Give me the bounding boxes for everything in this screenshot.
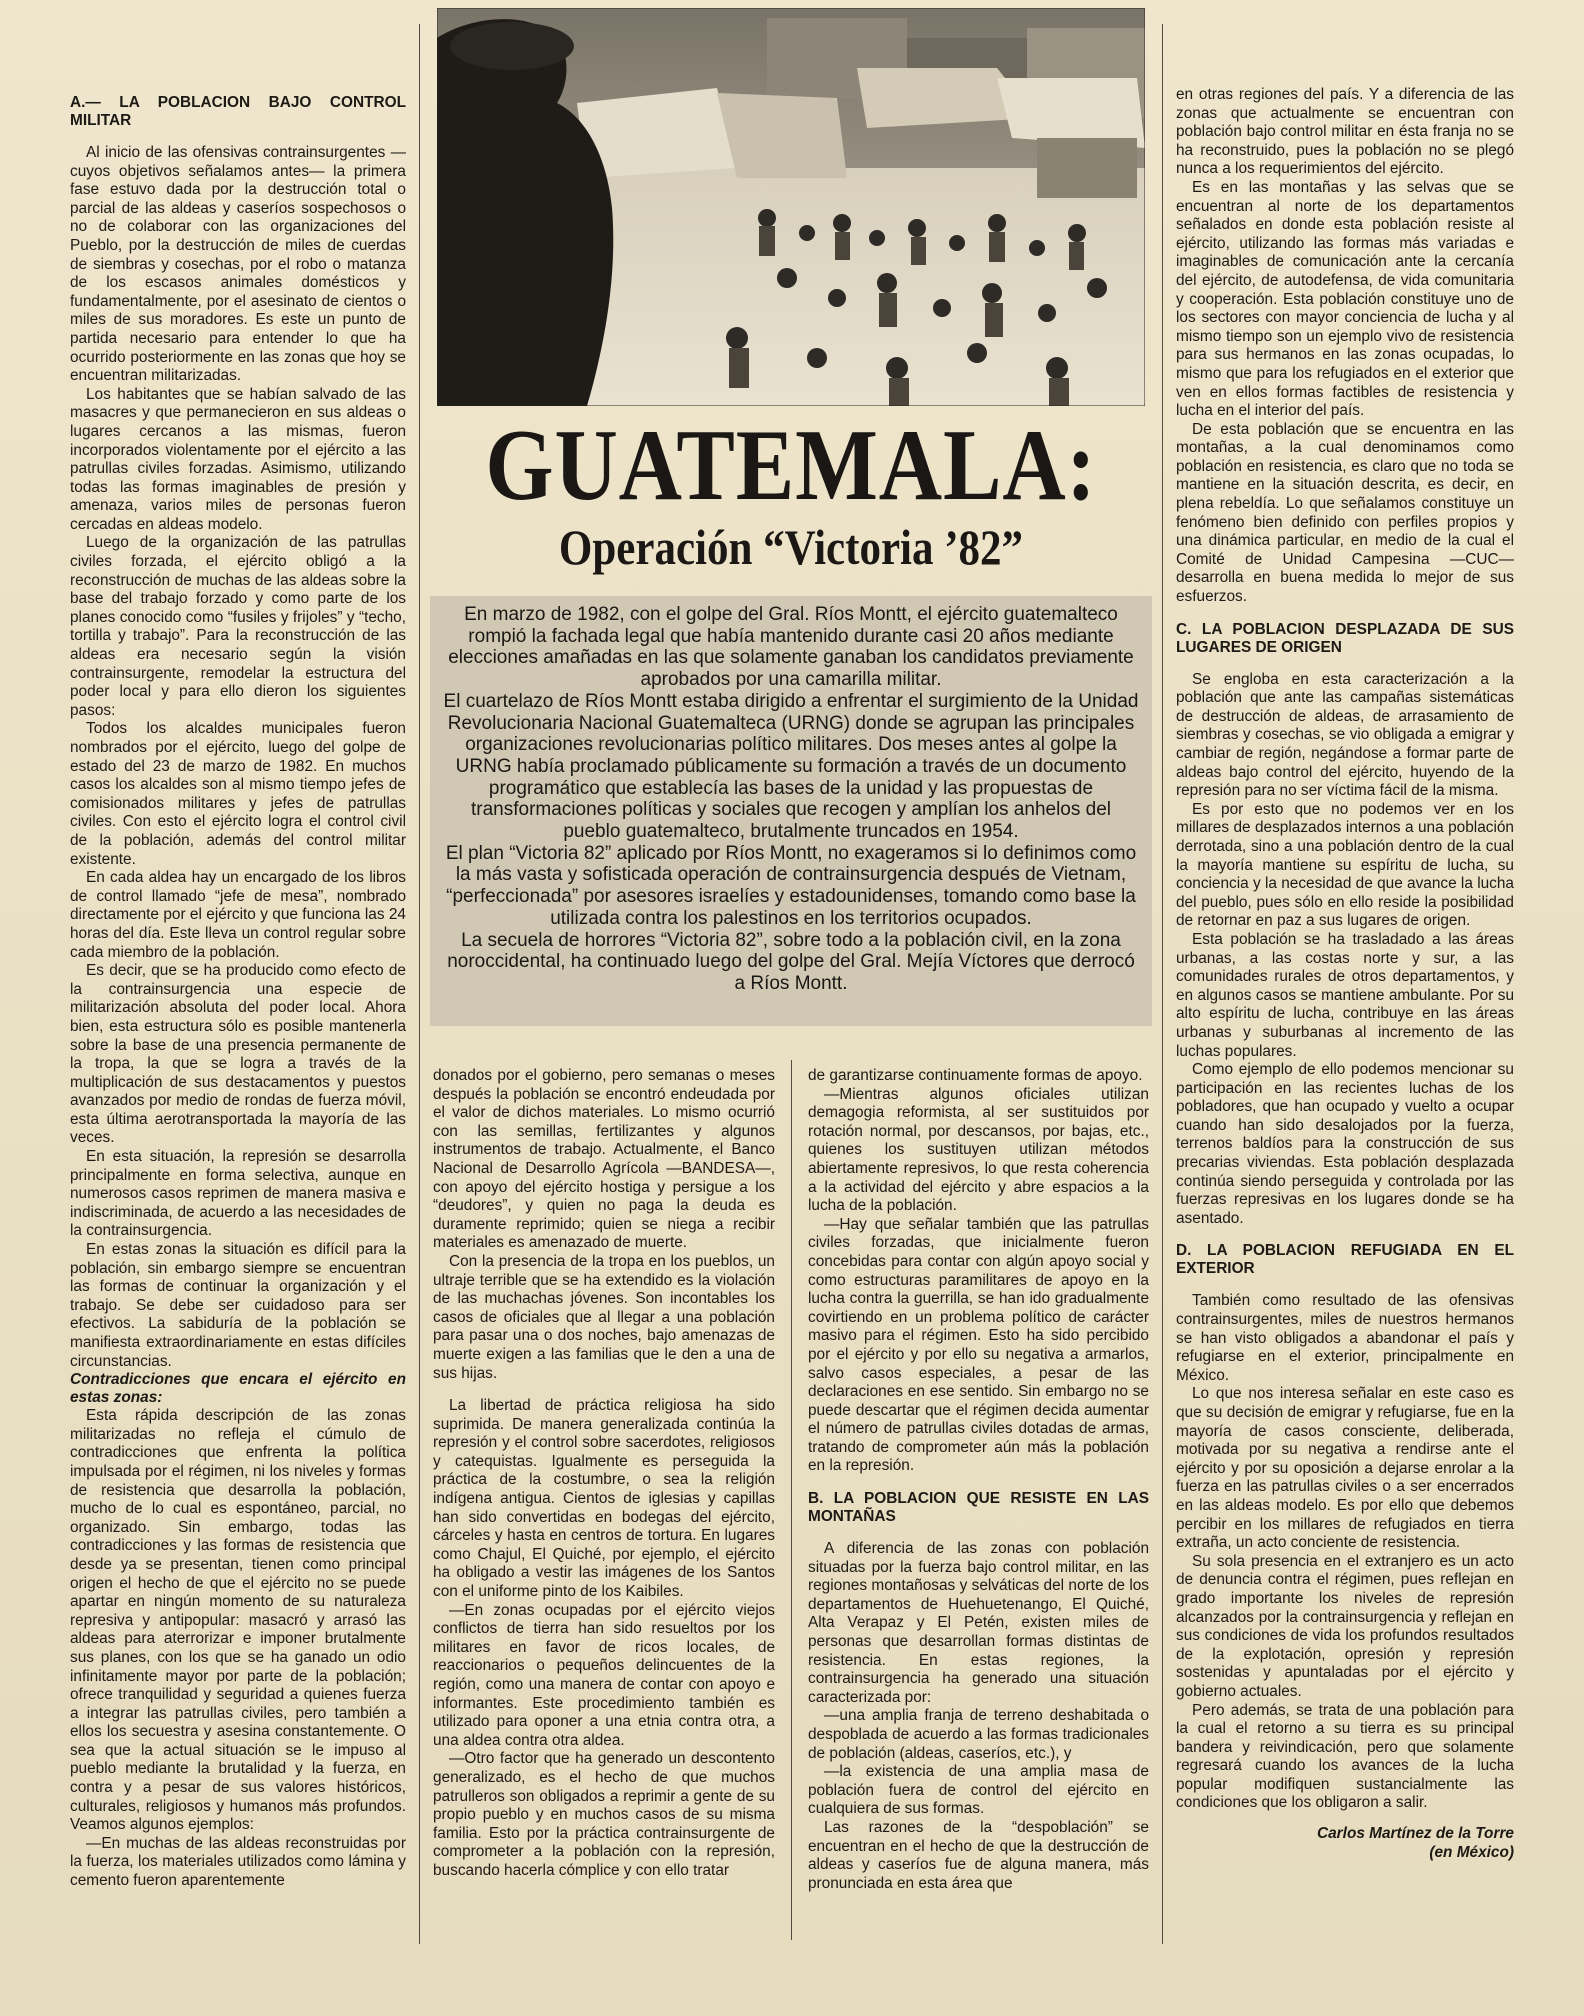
section-heading-b: B. LA POBLACION QUE RESISTE EN LAS MONTAÑAS (808, 1490, 1149, 1526)
author-location: (en México) (1429, 1843, 1514, 1861)
column-rule (791, 1060, 792, 1940)
paragraph: —Otro factor que ha generado un descontento generalizado, es el hecho de que muchos patrulleros son obligados a reprimir a gente de su propio pueblo y en muchos casos de su misma familia. Esto por la práctica contrainsurgente de comprometer a la población con la represión, buscando hacerla cómplice y con ello tratar (433, 1750, 775, 1879)
paragraph: Esta rápida descripción de las zonas militarizadas no refleja el cúmulo de contradicciones que enfrenta la política impulsada por el régimen, ni los niveles y formas de resistencia que desarrolla la población, mucho de lo cual es espontáneo, parcial, no organizado. Sin embargo, todas las contradicciones y las formas de resistencia que desde ya se presentan, tienen como principal origen el hecho de que el ejército no se puede apartar en ningún momento de su naturaleza represiva y antipopular: masacró y arrasó las aldeas para aterrorizar e imponer brutalmente sus planes, con los que se ha ganado un odio infinitamente mayor por parte de la población; ofrece tranquilidad y seguridad a quienes fuerza a integrar las patrullas civiles, pero también a ellos los secuestra y asesina constantemente. O sea que la actual situación se le impuso al pueblo mediante la brutalidad y la fuerza, en contra y a pesar de sus valores históricos, culturales, religiosos y humanos más profundos. Veamos algunos ejemplos: (70, 1407, 406, 1834)
article-column-middle-a (433, 1067, 775, 1881)
intro-paragraph: En marzo de 1982, con el golpe del Gral. Ríos Montt, el ejército guatemalteco rompió la fachada legal que había mantenido durante casi 20 años mediante elecciones amañadas en las que solamente ganaban los candidatos previamente aprobados por una camarilla militar. (448, 604, 1134, 691)
paragraph: La libertad de práctica religiosa ha sido suprimida. De manera generalizada continúa la represión y el control sobre sacerdotes, religiosos y catequistas. Igualmente es perseguida la práctica de la costumbre, o sea la religión indígena antigua. Cientos de iglesias y capillas han sido convertidas en bodegas del ejército, cárceles y hasta en centros de tortura. En lugares como Chajul, El Quiché, por ejemplo, el ejército ha obligado a vestir las imágenes de los Santos con el uniforme pinto de los Kaibiles. (433, 1397, 775, 1601)
paragraph: —En muchas de las aldeas reconstruidas por la fuerza, los materiales utilizados como lámina y cemento fueron aparentemente (70, 1834, 406, 1890)
headline-title: GUATEMALA: (485, 409, 1097, 522)
paragraph: —Hay que señalar también que las patrullas civiles forzadas, que inicialmente fueron concebidas para contar con algún apoyo social y como estructuras paramilitares de apoyo en la lucha contra la guerrilla, se han ido gradualmente covirtiendo en un problema político de carácter masivo para el régimen. Esto ha sido percibido por el ejército y por ello su negativa a armarlos, salvo casos especiales, a pesar de las declaraciones en ese sentido. Sin embargo no se puede descartar que el régimen decida aumentar el número de patrullas civiles dotadas de armas, tratando de comprometer aún más la población en la represión. (808, 1215, 1149, 1475)
author-signature (1176, 1825, 1514, 1862)
intro-paragraph: El cuartelazo de Ríos Montt estaba dirigido a enfrentar el surgimiento de la Unidad Revolucionaria Nacional Guatemalteca (URNG) donde se agrupan las principales organizaciones revolucionarias político militares. Dos meses antes al golpe la URNG había proclamado públicamente su formación a través de un documento programático que establecía las bases de la unidad y las propuestas de transformaciones políticas y sociales que recogen y amplían los anhelos del pueblo guatemalteco, brutalmente truncados en 1954. (443, 690, 1139, 843)
article-column-right (1176, 86, 1514, 1862)
intro-box (430, 596, 1152, 1026)
paragraph: En cada aldea hay un encargado de los libros de control llamado “jefe de mesa”, nombrado directamente por el ejército y que funciona las 24 horas del día. Este lleva un control regular sobre cada miembro de la población. (70, 869, 406, 961)
paragraph: Pero además, se trata de una población para la cual el retorno a su tierra es su principal bandera y reivindicación, pero que solamente regresará cuando los avances de la lucha popular modifiquen sustancialmente las condiciones que los obligaron a salir. (1176, 1701, 1514, 1812)
author-name: Carlos Martínez de la Torre (1317, 1825, 1514, 1843)
intro-paragraph: El plan “Victoria 82” aplicado por Ríos Montt, no exageramos si lo definimos como la más vasta y sofisticada operación de contrainsurgencia después de Vietnam, “perfeccionada” por asesores israelíes y estadounidenses, tomando como base la utilizada contra los palestinos en los territorios ocupados. (445, 842, 1137, 929)
paragraph: Al inicio de las ofensivas contrainsurgentes —cuyos objetivos señalamos antes— la primera fase estuvo dada por la destrucción total o parcial de las aldeas y caseríos sospechosos o no de colaborar con las organizaciones del Pueblo, por la destrucción de miles de cuerdas de siembras y cosechas, por el robo o matanza de los escasos animales domésticos y fundamentalmente, por el asesinato de cientos o miles de sus moradores. Es este un punto de partida necesario para entender lo que ha ocurrido posteriormente en las zonas que hoy se encuentran militarizadas. (70, 144, 406, 385)
column-rule (419, 24, 420, 1944)
paragraph: —Mientras algunos oficiales utilizan demagogia reformista, al ser sustituidos por rotación normal, por descansos, por bajas, etc., quienes los sustituyen utilizan métodos abiertamente represivos, lo que resta coherencia a la actividad del ejército y abre espacios a la lucha de la población. (808, 1085, 1149, 1215)
paragraph: En estas zonas la situación es difícil para la población, sin embargo siempre se encuentran las formas de continuar la organización y el trabajo. Se debe ser cuidadoso para ser efectivos. La sabiduría de la población se manifiesta extraordinariamente en estas difíciles circunstancias. (70, 1241, 406, 1370)
paragraph: Luego de la organización de las patrullas civiles forzada, el ejército obligó a la reconstrucción de muchas de las aldeas sobre la base del trabajo forzado y como parte de los planes conocido como “fusiles y frijoles” y “techo, tortilla y trabajo”. Para la reconstrucción de las aldeas era necesario según la visión contrainsurgente, remodelar la estructura del poder local y para ello dieron los siguientes pasos: (70, 534, 406, 719)
section-heading-c: C. LA POBLACION DESPLAZADA DE SUS LUGARES DE ORIGEN (1176, 620, 1514, 656)
paragraph: A diferencia de las zonas con población situadas por la fuerza bajo control militar, en las regiones montañosas y selváticas del norte de los departamentos de Huehuetenango, El Quiché, Alta Verapaz y El Petén, existen miles de personas que desarrollan formas distintas de resistencia. En estas regiones, la contrainsurgencia ha generado una situación caracterizada por: (808, 1540, 1149, 1706)
headline-block (433, 409, 1149, 576)
paragraph: Todos los alcaldes municipales fueron nombrados por el ejército, luego del golpe de estado del 23 de marzo de 1982. En muchos casos los alcaldes son al mismo tiempo jefes de comisionados militares y jefes de patrullas civiles. Con esto el ejército logra el control civil de la población, además del control militar existente. (70, 720, 406, 868)
paragraph: Las razones de la “despoblación” se encuentran en el hecho de que la destrucción de aldeas y caseríos fue de alguna manera, más pronunciada en esta área que (808, 1818, 1149, 1892)
market-photo (437, 8, 1145, 406)
paragraph: —En zonas ocupadas por el ejército viejos conflictos de tierra han sido resueltos por los militares en favor de ricos locales, de reaccionarios o pequeños delincuentes de la región, como una manera de contar con apoyo e informantes. Este procedimiento también es utilizado para oponer a una etnia contra otra, a una aldea contra otra aldea. (433, 1601, 775, 1749)
paragraph: en otras regiones del país. Y a diferencia de las zonas que actualmente se encuentran con población bajo control militar en ésta franja no se ha reconstruido, pues la población no se plegó nunca a los requerimientos del ejército. (1176, 86, 1514, 178)
paragraph: Esta población se ha trasladado a las áreas urbanas, a las costas norte y sur, a las comunidades rurales de otros departamentos, y en algunos casos se mantiene ambulante. Por su alto espíritu de lucha, contribuye en las áreas urbanas y suburbanas al incremento de las luchas populares. (1176, 930, 1514, 1060)
paragraph: —la existencia de una amplia masa de población fuera de control del ejército en cualquiera de sus formas. (808, 1763, 1149, 1818)
paragraph: Es decir, que se ha producido como efecto de la contrainsurgencia una especie de militarización absoluta del poder local. Ahora bien, esta estructura sólo es posible mantenerla sobre la base de una presencia permanente de la tropa, la que se logra a través de la multiplicación de sus destacamentos y puestos avanzados por medio de rondas de fuerza móvil, esta última aerotransportada la mayoría de las veces. (70, 962, 406, 1147)
paragraph: De esta población que se encuentra en las montañas, a la cual denominamos como población en resistencia, es claro que no toda se mantiene en la situación descrita, es decir, en plena rebeldía. Lo que señalamos constituye un fenómeno bien definido con perfiles propios y una dinámica particular, en medio de la cual el Comité de Unidad Campesina —CUC— desarrolla en buena medida lo mejor de sus esfuerzos. (1176, 420, 1514, 606)
paragraph: Como ejemplo de ello podemos mencionar su participación en las recientes luchas de los pobladores, que han ocupado y vuelto a ocupar cuando han sido desalojados por la fuerza, terrenos baldíos para la construcción de sus precarias viviendas. Esta población desplazada continúa siendo perseguida y controlada por las fuerzas represivas en los lugares donde se ha asentado. (1176, 1061, 1514, 1227)
section-heading-d: D. LA POBLACION REFUGIADA EN EL EXTERIOR (1176, 1242, 1514, 1278)
intro-paragraph: La secuela de horrores “Victoria 82”, sobre todo a la población civil, en la zona noroccidental, ha continuado luego del golpe del Gral. Mejía Víctores que derrocó a Ríos Montt. (447, 929, 1135, 994)
paragraph: Es en las montañas y las selvas que se encuentran al norte de los departamentos señalados en donde esta población resiste al ejército, utilizando las formas más variadas e imaginables de comunicación ante la cercanía del ejército, de autodefensa, de vida comunitaria y cooperación. Esta población constituye uno de los sectores con mayor conciencia de lucha y al mismo tiempo son un ejemplo vivo de resistencia para sus hermanos en las zonas ocupadas, lo mismo que para los refugiados en el exterior que ven en ellos formas factibles de resistencia y lucha en el interior del país. (1176, 178, 1514, 420)
subheading-contradicciones: Contradicciones que encara el ejército en estas zonas: (70, 1371, 406, 1407)
paragraph: Su sola presencia en el extranjero es un acto de denuncia contra el régimen, pues reflejan en grado importante los niveles de represión alcanzados por la contrainsurgencia y reflejan en sus condiciones de vida los profundos resultados de la explotación, opresión y represión sostenidas y apuntaladas por el ejército y gobierno actuales. (1176, 1552, 1514, 1700)
paragraph: Los habitantes que se habían salvado de las masacres y que permanecieron en sus aldeas o lugares cercanos a las mismas, fueron incorporados violentamente por el ejército a las patrullas civiles forzadas. Asimismo, utilizando todas las formas imaginables de presión y amenaza, varios miles de personas fueron cercadas en aldeas modelo. (70, 385, 406, 533)
column-rule (1162, 24, 1163, 1944)
paragraph: En esta situación, la represión se desarrolla principalmente en forma selectiva, aunque en numerosos casos reprimen de manera masiva e indiscriminada, de acuerdo a las necesidades de la contrainsurgencia. (70, 1148, 406, 1240)
paragraph: Se engloba en esta caracterización a la población que ante las campañas sistemáticas de destrucción de aldeas, de arrasamiento de siembras y cosechas, se vio obligada a emigrar y cambiar de región, negándose a formar parte de aldeas bajo control del ejército, huyendo de la represión para no ser víctima fácil de la misma. (1176, 670, 1514, 800)
paragraph: Es por esto que no podemos ver en los millares de desplazados internos a una población derrotada, sino a una población dentro de la cual la mayoría mantiene su espíritu de lucha, su conciencia y la necesidad de que avance la lucha del pueblo, pues sólo en ello reside la posibilidad de retornar en paz a sus lugares de origen. (1176, 800, 1514, 930)
headline-subtitle: Operación “Victoria ’82” (558, 519, 1024, 575)
article-column-left (70, 94, 406, 1891)
paragraph: Con la presencia de la tropa en los pueblos, un ultraje terrible que se ha extendido es la violación de las muchachas jóvenes. Son incontables los casos de oficiales que al llegar a una población para pasar una o dos noches, bajo amenazas de muerte exigen a las familias que le den a una de sus hijas. (433, 1252, 775, 1382)
paragraph: donados por el gobierno, pero semanas o meses después la población se encontró endeudada por el valor de dichos materiales. Lo mismo ocurrió con las semillas, fertilizantes y algunos instrumentos de trabajo. Actualmente, el Banco Nacional de Desarrollo Agrícola —BANDESA—, con apoyo del ejército hostiga y persigue a los “deudores”, y quien no paga la deuda es duramente reprimido; quien se niega a recibir materiales es amenazado de muerte. (433, 1067, 775, 1252)
paragraph: También como resultado de las ofensivas contrainsurgentes, miles de nuestros hermanos se han visto obligados a abandonar el país y refugiarse en el exterior, principalmente en México. (1176, 1292, 1514, 1384)
section-heading-a: A.— LA POBLACION BAJO CONTROL MILITAR (70, 94, 406, 129)
paragraph: Lo que nos interesa señalar en este caso es que su decisión de emigrar y refugiarse, fue en la mayoría de casos consciente, deliberada, motivada por su negativa a rendirse ante el ejército y por su oposición a dejarse enrolar a la fuerza en las patrullas civiles o a ser encerrados en las aldeas modelo. Es por ello que debemos percibir en los millares de refugiados en tierra extraña, un acto conciente de resistencia. (1176, 1385, 1514, 1552)
article-column-middle-b (808, 1067, 1149, 1893)
paragraph: de garantizarse continuamente formas de apoyo. (808, 1067, 1143, 1084)
paragraph: —una amplia franja de terreno deshabitada o despoblada de acuerdo a las formas tradicionales de población (aldeas, caseríos, etc.), y (808, 1707, 1149, 1762)
